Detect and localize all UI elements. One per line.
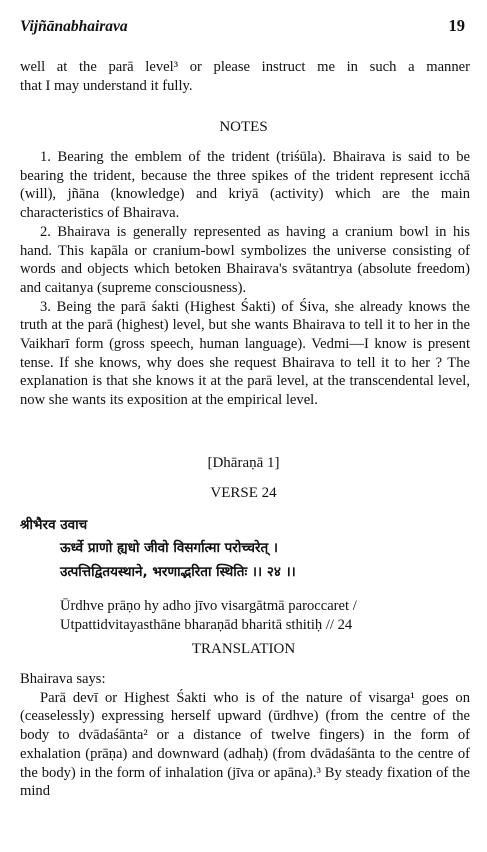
opening-line-1: well at the parā level³ or please instruct me in such a manner [20,59,470,75]
verse-heading: VERSE 24 [210,485,277,501]
translation-body: Parā devī or Highest Śakti who is of the nature of visarga¹ goes on (ceaselessly) expressing herself upward (ūrdhve) (from the centre of the body to dvādaśānta² or a distance of twelve fingers) in the form of exhalation (prāṇa) and downward (adhaḥ) (from dvādaśānta to the centre of the body) in the form of inhalation (jīva or apāna).³ By steady fixation of the mind [20,689,470,800]
transliteration-line-1: Ūrdhve prāṇo hy adho jīvo visargātmā paroccaret / [60,598,357,614]
notes-heading: NOTES [219,119,268,135]
note-2: 2. Bhairava is generally represented as having a cranium bowl in his hand. This kapāla or cranium-bowl symbolizes the universe consisting of words and objects which betoken Bhairava's svātantrya (absolute freedom) and caitanya (supreme consciousness). [20,223,470,296]
translation-heading: TRANSLATION [191,641,296,657]
page-number: 19 [448,16,465,35]
notes-section [20,148,470,410]
note-1: 1. Bearing the emblem of the trident (triśūla). Bhairava is said to be bearing the trident, because the three spikes of the trident represent icchā (will), jñāna (knowledge) and kriyā (activity) which are the main characteristics of Bhairava. [20,149,470,222]
sanskrit-speaker: श्रीभैरव उवाच [20,517,88,533]
opening-line-2: that I may understand it fully. [20,77,193,94]
translation-section [20,670,470,801]
transliteration-line-2: Utpattidvitayasthāne bharaṇād bharitā sthitiḥ // 24 [60,617,353,633]
note-3: 3. Being the parā śakti (Highest Śakti) of Śiva, she already knows the truth at the parā (highest) level, but she wants Bhairava to tell it to her in the Vaikharī form (gross speech, human language). Vedmi—I know is present tense. If she knows, why does she request Bhairava to tell it to her ? The explanation is that she knows it at the parā level, at the transcendental level, now she wants its exposition at the empirical level. [20,298,470,409]
sanskrit-line-1: ऊर्ध्वे प्राणो ह्यधो जीवो विसर्गात्मा परोच्चरेत् । [60,540,279,556]
dharana-label: [Dhāraṇā 1] [207,455,280,471]
opening-text [20,58,470,95]
sanskrit-line-2: उत्पत्तिद्वितयस्थाने, भरणाद्भरिता स्थितिः ।। २४ ।। [60,564,296,580]
translation-intro: Bhairava says: [20,671,106,687]
running-title: Vijñānabhairava [20,18,128,35]
transliteration [60,597,470,635]
